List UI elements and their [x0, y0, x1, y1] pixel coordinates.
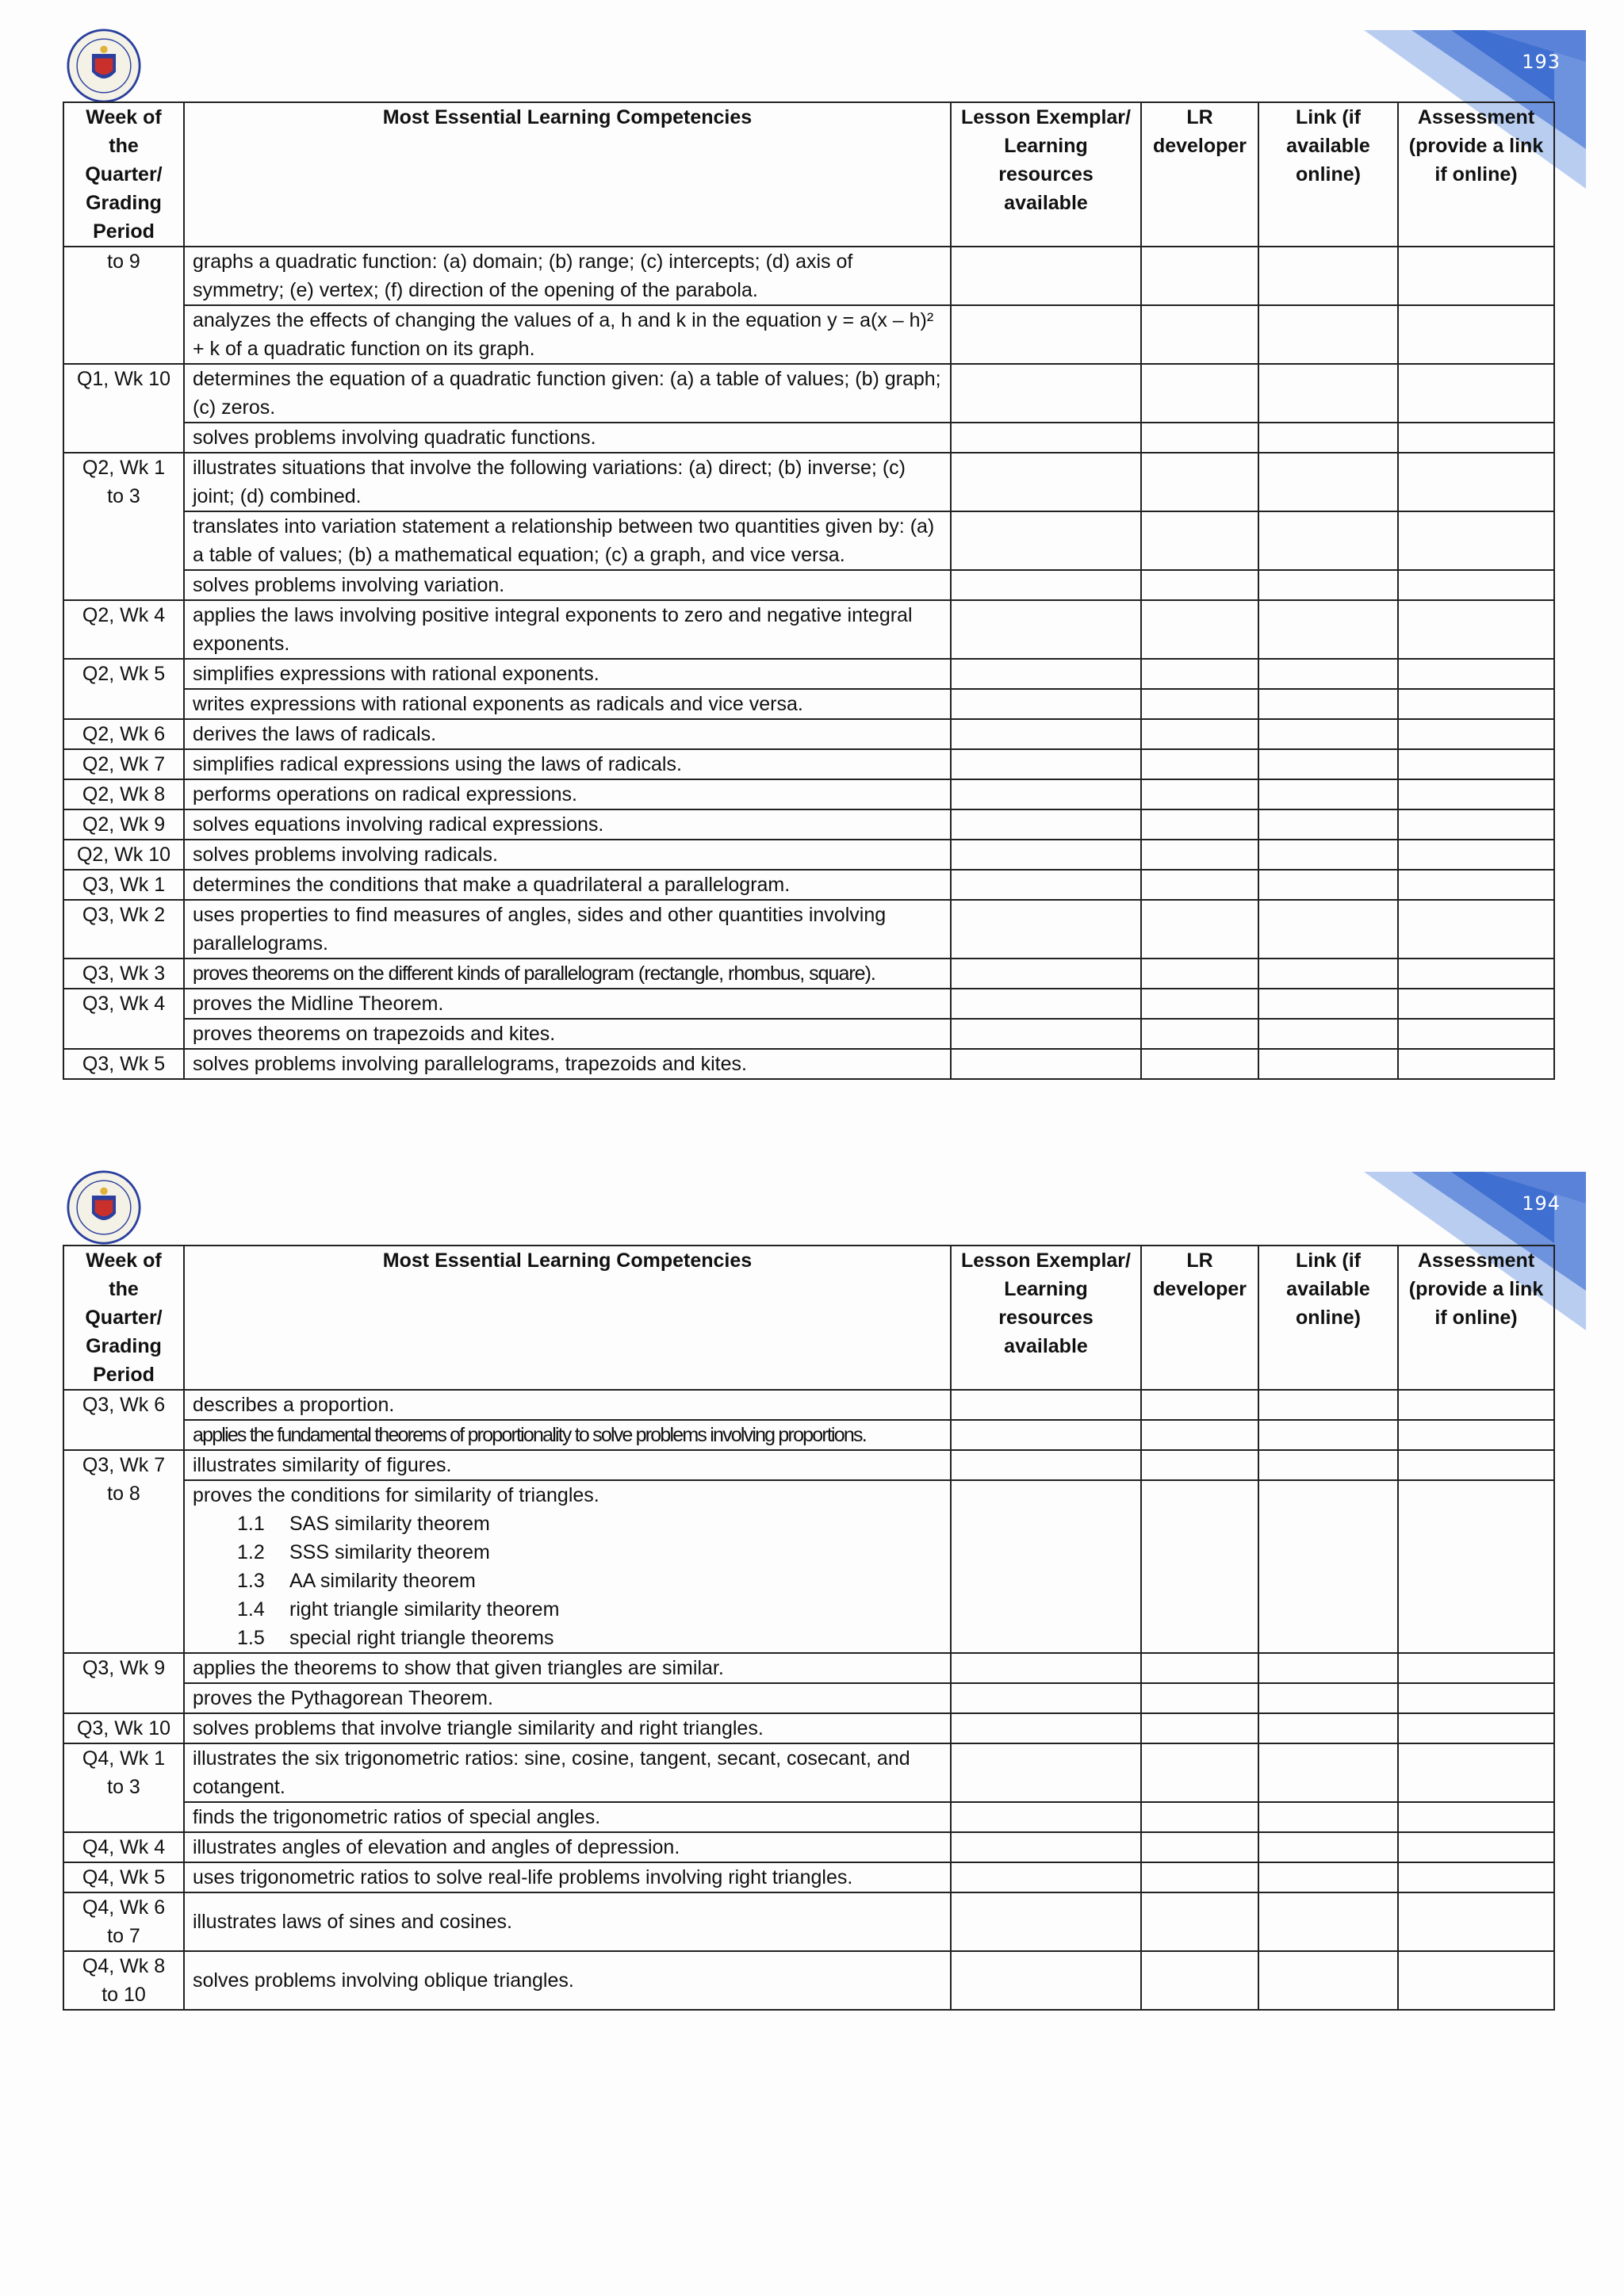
week-cell: Q3, Wk 7 to 8 — [63, 1450, 184, 1653]
sub-item — [193, 1510, 942, 1538]
table-row — [63, 1019, 1554, 1049]
deped-seal-icon — [67, 1170, 141, 1245]
week-cell: Q2, Wk 1 to 3 — [63, 453, 184, 600]
competency-cell: graphs a quadratic function: (a) domain; (b) range; (c) intercepts; (d) axis of symmetry; (e) vertex; (f) direction of the opening of the parabola. — [184, 247, 951, 305]
week-cell: Q3, Wk 9 — [63, 1653, 184, 1713]
table-row — [63, 840, 1554, 870]
competency-cell: finds the trigonometric ratios of special angles. — [184, 1802, 951, 1832]
competency-cell: simplifies radical expressions using the laws of radicals. — [184, 749, 951, 779]
competency-cell: simplifies expressions with rational exponents. — [184, 659, 951, 689]
competency-text: proves the conditions for similarity of triangles. — [193, 1484, 599, 1506]
sub-item — [193, 1595, 942, 1624]
page-193 — [0, 0, 1624, 1142]
competency-cell: determines the equation of a quadratic function given: (a) a table of values; (b) graph; (c) zeros. — [184, 364, 951, 423]
competency-cell: solves problems involving quadratic functions. — [184, 423, 951, 453]
week-cell: Q3, Wk 1 — [63, 870, 184, 900]
header-assessment: Assessment (provide a link if online) — [1398, 1246, 1554, 1390]
sub-item — [193, 1624, 942, 1652]
competency-cell: uses trigonometric ratios to solve real-life problems involving right triangles. — [184, 1862, 951, 1892]
deped-seal-icon — [67, 29, 141, 103]
header-competencies: Most Essential Learning Competencies — [184, 1246, 951, 1390]
header-lr: LR developer — [1141, 1246, 1258, 1390]
sub-item-text: special right triangle theorems — [289, 1627, 554, 1649]
competency-cell — [184, 1480, 951, 1653]
table-row — [63, 1743, 1554, 1802]
table-row — [63, 1713, 1554, 1743]
week-cell: Q4, Wk 8 to 10 — [63, 1951, 184, 2010]
header-competencies: Most Essential Learning Competencies — [184, 102, 951, 247]
sub-item-text: SAS similarity theorem — [289, 1513, 490, 1535]
table-row — [63, 959, 1554, 989]
competency-cell: illustrates laws of sines and cosines. — [184, 1892, 951, 1951]
table-row — [63, 719, 1554, 749]
competency-cell: solves problems involving radicals. — [184, 840, 951, 870]
table-row — [63, 1862, 1554, 1892]
competency-cell: translates into variation statement a relationship between two quantities given by: (a) a table of values; (b) a mathematical equation; (c) a graph, and vice versa. — [184, 511, 951, 570]
header-row — [63, 1246, 1554, 1390]
table-row — [63, 900, 1554, 959]
table-row — [63, 1892, 1554, 1951]
competency-cell: analyzes the effects of changing the values of a, h and k in the equation y = a(x – h)² + k of a quadratic function on its graph. — [184, 305, 951, 364]
week-cell: Q3, Wk 5 — [63, 1049, 184, 1079]
header-exemplar: Lesson Exemplar/ Learning resources available — [951, 1246, 1141, 1390]
competency-cell: applies the theorems to show that given triangles are similar. — [184, 1653, 951, 1683]
header-exemplar: Lesson Exemplar/ Learning resources available — [951, 102, 1141, 247]
header-link: Link (if available online) — [1258, 1246, 1398, 1390]
table-row — [63, 247, 1554, 305]
sub-item-text: SSS similarity theorem — [289, 1541, 490, 1563]
competency-cell: applies the fundamental theorems of proportionality to solve problems involving proportions. — [184, 1420, 951, 1450]
competency-cell: solves problems that involve triangle similarity and right triangles. — [184, 1713, 951, 1743]
page-number: 194 — [1522, 1192, 1561, 1215]
table-row — [63, 1683, 1554, 1713]
week-cell: Q2, Wk 8 — [63, 779, 184, 809]
competency-cell: describes a proportion. — [184, 1390, 951, 1420]
table-row — [63, 779, 1554, 809]
week-cell: Q4, Wk 4 — [63, 1832, 184, 1862]
competency-cell: derives the laws of radicals. — [184, 719, 951, 749]
table-row — [63, 364, 1554, 423]
table-row — [63, 511, 1554, 570]
sub-item-text: AA similarity theorem — [289, 1570, 476, 1592]
table-row — [63, 1049, 1554, 1079]
table-row — [63, 600, 1554, 659]
table-row — [63, 1450, 1554, 1480]
week-cell: Q3, Wk 2 — [63, 900, 184, 959]
table-row — [63, 1832, 1554, 1862]
sub-item-number: 1.1 — [237, 1513, 265, 1535]
header-assessment: Assessment (provide a link if online) — [1398, 102, 1554, 247]
competency-cell: uses properties to find measures of angles, sides and other quantities involving parallelograms. — [184, 900, 951, 959]
week-cell: Q4, Wk 5 — [63, 1862, 184, 1892]
competency-cell: illustrates the six trigonometric ratios: sine, cosine, tangent, secant, cosecant, and cotangent. — [184, 1743, 951, 1802]
competency-cell: proves theorems on the different kinds of parallelogram (rectangle, rhombus, square). — [184, 959, 951, 989]
page-194 — [0, 1142, 1624, 2296]
table-row — [63, 570, 1554, 600]
sub-item-number: 1.4 — [237, 1598, 265, 1621]
week-cell: Q1, Wk 10 — [63, 364, 184, 453]
competencies-table — [63, 101, 1555, 1080]
header-row — [63, 102, 1554, 247]
table-row — [63, 1653, 1554, 1683]
competency-cell: determines the conditions that make a quadrilateral a parallelogram. — [184, 870, 951, 900]
sub-item — [193, 1538, 942, 1567]
week-cell: Q2, Wk 10 — [63, 840, 184, 870]
sub-item — [193, 1567, 942, 1595]
table-row — [63, 1802, 1554, 1832]
competency-cell: performs operations on radical expressions. — [184, 779, 951, 809]
week-cell: Q2, Wk 5 — [63, 659, 184, 719]
table-row — [63, 1420, 1554, 1450]
sub-item-text: right triangle similarity theorem — [289, 1598, 560, 1621]
table-row — [63, 305, 1554, 364]
header-week: Week of the Quarter/ Grading Period — [63, 102, 184, 247]
competency-cell: solves equations involving radical expressions. — [184, 809, 951, 840]
competency-cell: illustrates situations that involve the following variations: (a) direct; (b) inverse; (c) joint; (d) combined. — [184, 453, 951, 511]
week-cell: Q4, Wk 1 to 3 — [63, 1743, 184, 1832]
table-row — [63, 989, 1554, 1019]
table-row — [63, 423, 1554, 453]
week-cell: Q3, Wk 3 — [63, 959, 184, 989]
table-row — [63, 749, 1554, 779]
table-row — [63, 870, 1554, 900]
competency-cell: proves the Pythagorean Theorem. — [184, 1683, 951, 1713]
week-cell: Q3, Wk 10 — [63, 1713, 184, 1743]
competency-cell: applies the laws involving positive integral exponents to zero and negative integral exponents. — [184, 600, 951, 659]
table-row — [63, 453, 1554, 511]
competency-cell: solves problems involving oblique triangles. — [184, 1951, 951, 2010]
table-row — [63, 659, 1554, 689]
sub-item-number: 1.2 — [237, 1541, 265, 1563]
week-cell: Q4, Wk 6 to 7 — [63, 1892, 184, 1951]
table-row — [63, 1480, 1554, 1653]
table-row — [63, 1951, 1554, 2010]
week-cell: Q2, Wk 7 — [63, 749, 184, 779]
competencies-table — [63, 1245, 1555, 2011]
table-row — [63, 809, 1554, 840]
header-lr: LR developer — [1141, 102, 1258, 247]
sub-item-number: 1.3 — [237, 1570, 265, 1592]
competency-cell: proves theorems on trapezoids and kites. — [184, 1019, 951, 1049]
week-cell: Q3, Wk 4 — [63, 989, 184, 1049]
competency-cell: solves problems involving variation. — [184, 570, 951, 600]
week-cell: Q3, Wk 6 — [63, 1390, 184, 1450]
header-link: Link (if available online) — [1258, 102, 1398, 247]
week-cell: Q2, Wk 4 — [63, 600, 184, 659]
competency-cell: illustrates similarity of figures. — [184, 1450, 951, 1480]
week-cell: Q2, Wk 6 — [63, 719, 184, 749]
competency-cell: solves problems involving parallelograms, trapezoids and kites. — [184, 1049, 951, 1079]
week-cell: to 9 — [63, 247, 184, 364]
header-week: Week of the Quarter/ Grading Period — [63, 1246, 184, 1390]
page-number: 193 — [1522, 51, 1561, 73]
competency-cell: illustrates angles of elevation and angles of depression. — [184, 1832, 951, 1862]
week-cell: Q2, Wk 9 — [63, 809, 184, 840]
table-row — [63, 1390, 1554, 1420]
competency-cell: proves the Midline Theorem. — [184, 989, 951, 1019]
sub-item-number: 1.5 — [237, 1627, 265, 1649]
competency-cell: writes expressions with rational exponents as radicals and vice versa. — [184, 689, 951, 719]
table-row — [63, 689, 1554, 719]
